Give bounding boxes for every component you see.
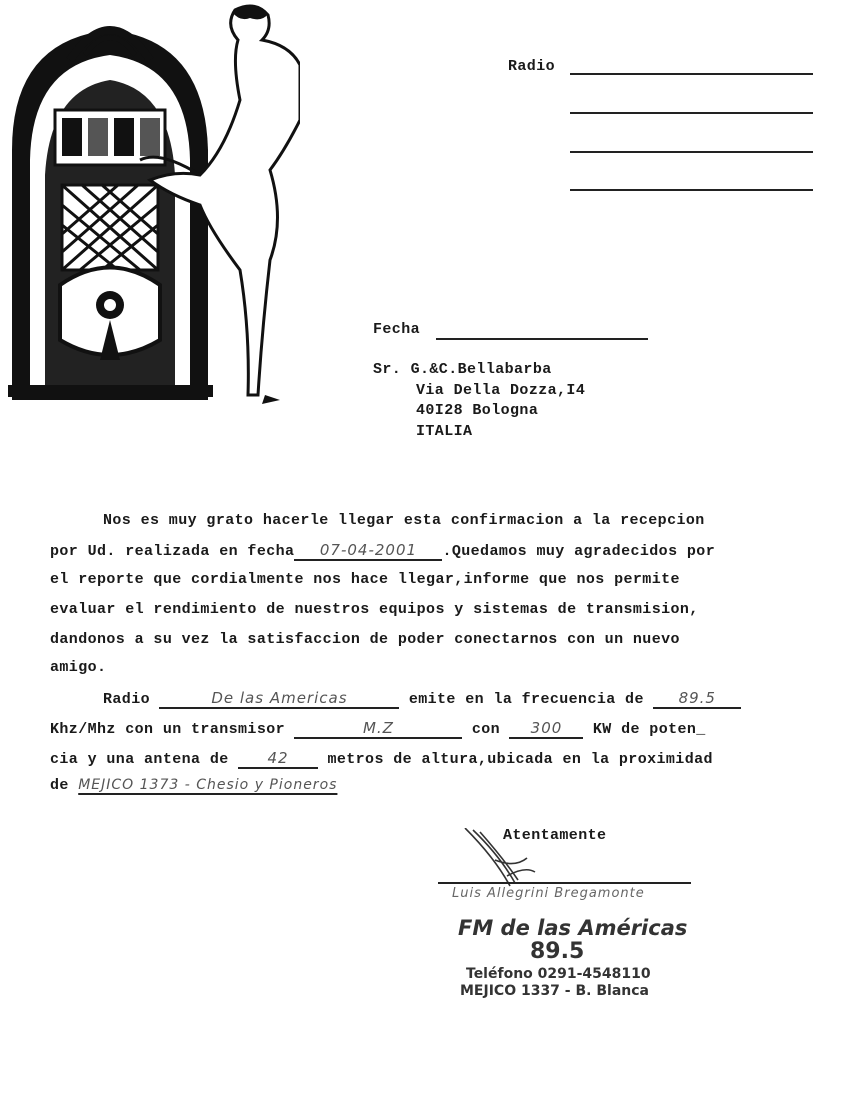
body-line-2b: .Quedamos muy agradecidos por [442, 543, 716, 560]
frequency-value: 89.5 [653, 689, 741, 709]
body-line-6: amigo. [50, 659, 107, 676]
location-value: MEJICO 1373 - Chesio y Pioneros [78, 777, 338, 793]
stamp-frequency: 89.5 [530, 939, 585, 964]
body-line-4: evaluar el rendimiento de nuestros equipos y sistemas de transmision, [50, 601, 699, 618]
radio-line-4 [570, 189, 813, 191]
jukebox-illustration [0, 0, 300, 415]
con-text: con [471, 721, 501, 738]
radio-line-3 [570, 151, 813, 153]
transmitter-value: M.Z [294, 719, 462, 739]
address-line-3: 40I28 Bologna [416, 402, 539, 419]
body-line-3: el reporte que cordialmente nos hace llegar,informe que nos permite [50, 571, 680, 588]
signature-line [438, 882, 691, 884]
kw-text: KW de poten_ [592, 721, 706, 738]
date-label: Fecha [373, 321, 421, 338]
signature-name: Luis Allegrini Bregamonte [452, 886, 645, 901]
body-line-2a: por Ud. realizada en fecha [50, 543, 295, 560]
body-line-8 [50, 719, 706, 739]
stamp-phone: Teléfono 0291-4548110 [466, 966, 651, 982]
power-value: 300 [509, 719, 583, 739]
metros-text: metros de altura,ubicada en la proximidad [327, 751, 713, 768]
address-line-4: ITALIA [416, 423, 473, 440]
address-line-1: Sr. G.&C.Bellabarba [373, 361, 552, 378]
reception-date-value: 07-04-2001 [294, 541, 442, 561]
body-line-2 [50, 541, 715, 561]
body-line-7 [103, 689, 741, 709]
emite-text: emite en la frecuencia de [408, 691, 644, 708]
cia-text: cia y una antena de [50, 751, 229, 768]
stamp-address: MEJICO 1337 - B. Blanca [460, 983, 649, 999]
atentamente-text: Atentamente [503, 827, 607, 844]
body-line-9 [50, 749, 713, 769]
antenna-height-value: 42 [238, 749, 318, 769]
stamp-station-name: FM de las Américas [458, 916, 688, 940]
station-name-value: De las Americas [159, 689, 399, 709]
radio-line-2 [570, 112, 813, 114]
address-line-2: Via Della Dozza,I4 [416, 382, 586, 399]
date-line [436, 338, 648, 340]
khz-text: Khz/Mhz con un transmisor [50, 721, 286, 738]
signature-scribble [455, 828, 555, 888]
body-line-1: Nos es muy grato hacerle llegar esta confirmacion a la recepcion [103, 512, 705, 529]
de-text: de [50, 777, 69, 794]
body-line-5: dandonos a su vez la satisfaccion de poder conectarnos con un nuevo [50, 631, 680, 648]
body-line-10 [50, 777, 337, 794]
radio-line-1 [570, 73, 813, 75]
radio-word: Radio [103, 691, 151, 708]
radio-label: Radio [508, 58, 556, 75]
